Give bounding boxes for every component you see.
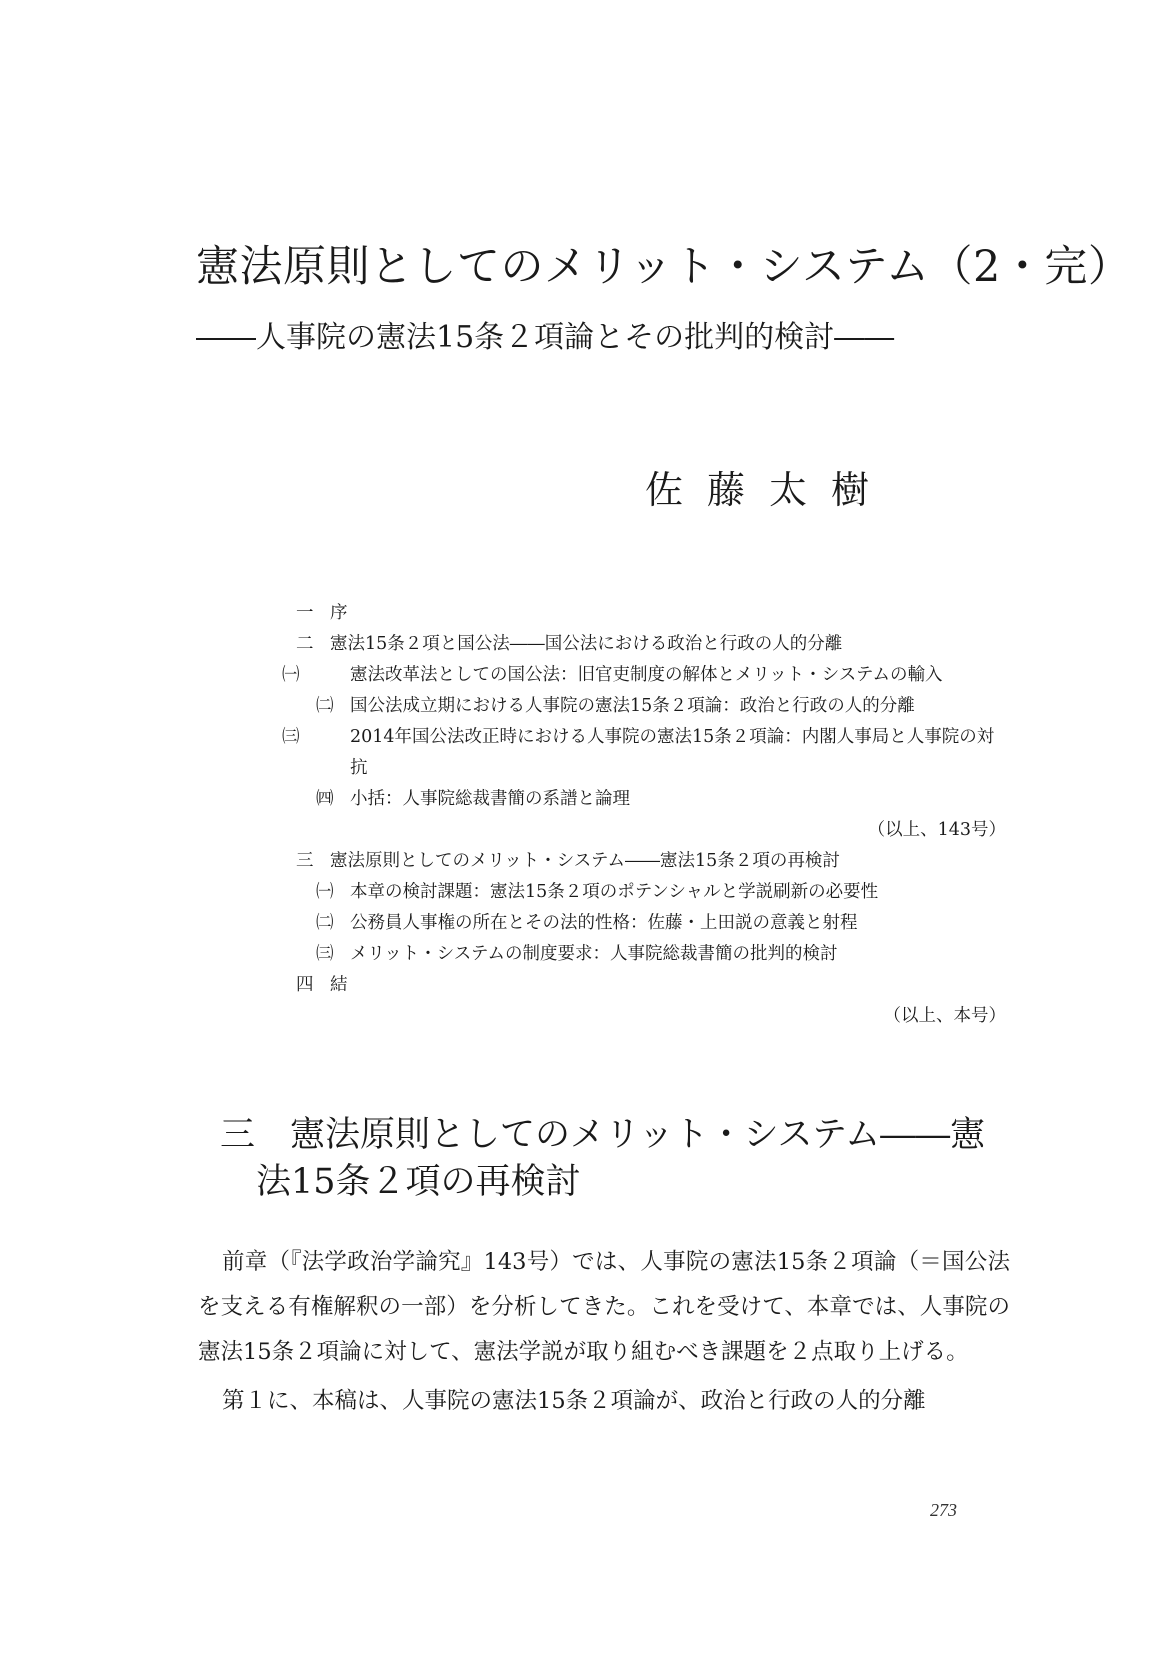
toc-issue-note: （以上、本号）: [883, 1006, 1006, 1026]
toc-subitem: ㈢ 2014年国公法改正時における人事院の憲法15条２項論：内閣人事局と人事院の対抗: [282, 727, 995, 778]
section-heading-line: 法15条２項の再検討: [256, 1162, 581, 1202]
toc-item: 四 結: [296, 975, 348, 995]
author-name: 佐藤太樹: [645, 468, 894, 512]
article-title: 憲法原則としてのメリット・システム（2・完）: [196, 242, 1132, 292]
paragraph: 前章（『法学政治学論究』143号）では、人事院の憲法15条２項論（＝国公法を支える有権解釈の一部）を分析してきた。これを受けて、本章では、人事院の憲法15条２項論に対して、憲法学説が取り組むべき課題を２点取り上げる。: [198, 1249, 1010, 1365]
toc-subitem: ㈡ 公務員人事権の所在とその法的性格：佐藤・上田説の意義と射程: [316, 913, 858, 933]
toc-subitem: ㈣ 小括：人事院総裁書簡の系譜と論理: [316, 789, 630, 809]
body-text: [198, 1240, 1010, 1424]
toc-issue-note: （以上、143号）: [867, 820, 1006, 840]
toc-subitem: ㈢ メリット・システムの制度要求：人事院総裁書簡の批判的検討: [316, 944, 838, 964]
section-heading: [220, 1112, 1010, 1206]
paragraph: 第１に、本稿は、人事院の憲法15条２項論が、政治と行政の人的分離: [222, 1388, 926, 1414]
article-subtitle: ――人事院の憲法15条２項論とその批判的検討――: [196, 320, 895, 355]
toc-item: 一 序: [296, 603, 348, 623]
toc-subitem: ㈠ 憲法改革法としての国公法：旧官吏制度の解体とメリット・システムの輸入: [282, 665, 943, 685]
section-heading-line: 三 憲法原則としてのメリット・システム――憲: [220, 1115, 986, 1155]
toc-subitem: ㈡ 国公法成立期における人事院の憲法15条２項論：政治と行政の人的分離: [316, 696, 915, 716]
table-of-contents: [282, 598, 1006, 1032]
toc-item: 二 憲法15条２項と国公法――国公法における政治と行政の人的分離: [296, 634, 843, 654]
page-number: 273: [930, 1500, 957, 1520]
toc-subitem: ㈠ 本章の検討課題：憲法15条２項のポテンシャルと学説刷新の必要性: [316, 882, 879, 902]
toc-item: 三 憲法原則としてのメリット・システム――憲法15条２項の再検討: [296, 851, 840, 871]
